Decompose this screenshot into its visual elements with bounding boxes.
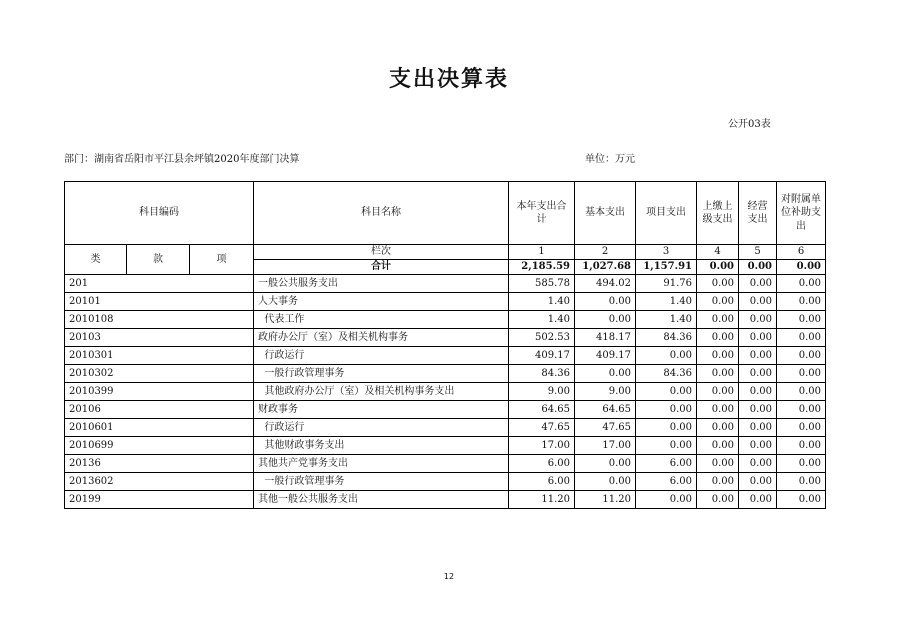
row-value: 0.00 bbox=[739, 329, 777, 347]
row-value: 84.36 bbox=[636, 329, 697, 347]
row-name: 其他共产党事务支出 bbox=[254, 455, 509, 473]
row-value: 585.78 bbox=[509, 275, 575, 293]
row-value: 0.00 bbox=[575, 293, 636, 311]
row-value: 0.00 bbox=[777, 401, 826, 419]
table-row bbox=[65, 329, 826, 347]
row-value: 1.40 bbox=[636, 311, 697, 329]
row-value: 47.65 bbox=[575, 419, 636, 437]
row-value: 84.36 bbox=[636, 365, 697, 383]
col-num: 6 bbox=[777, 245, 826, 260]
header-subsidiary: 对附属单位补助支出 bbox=[777, 182, 826, 245]
row-value: 1.40 bbox=[509, 293, 575, 311]
row-value: 409.17 bbox=[509, 347, 575, 365]
row-value: 11.20 bbox=[509, 491, 575, 509]
row-value: 0.00 bbox=[697, 437, 739, 455]
column-order-row bbox=[65, 245, 826, 260]
row-value: 9.00 bbox=[575, 383, 636, 401]
header-code: 科目编码 bbox=[65, 182, 254, 245]
sum-label: 合计 bbox=[254, 260, 509, 275]
row-name: 一般公共服务支出 bbox=[254, 275, 509, 293]
table-row bbox=[65, 473, 826, 491]
row-name: 代表工作 bbox=[254, 311, 509, 329]
row-name: 人大事务 bbox=[254, 293, 509, 311]
sum-value: 1,027.68 bbox=[575, 260, 636, 275]
row-code: 2013602 bbox=[65, 473, 254, 491]
table-row bbox=[65, 437, 826, 455]
row-value: 0.00 bbox=[777, 437, 826, 455]
row-value: 6.00 bbox=[636, 455, 697, 473]
row-code: 20136 bbox=[65, 455, 254, 473]
sum-value: 0.00 bbox=[697, 260, 739, 275]
row-value: 494.02 bbox=[575, 275, 636, 293]
row-name: 行政运行 bbox=[254, 347, 509, 365]
row-value: 0.00 bbox=[739, 275, 777, 293]
form-number: 公开03表 bbox=[728, 119, 771, 130]
header-row bbox=[65, 182, 826, 245]
row-value: 0.00 bbox=[777, 347, 826, 365]
header-business: 经营支出 bbox=[739, 182, 777, 245]
row-value: 0.00 bbox=[739, 419, 777, 437]
row-value: 0.00 bbox=[697, 491, 739, 509]
row-value: 0.00 bbox=[636, 437, 697, 455]
row-value: 0.00 bbox=[777, 473, 826, 491]
row-value: 17.00 bbox=[509, 437, 575, 455]
row-value: 0.00 bbox=[636, 383, 697, 401]
table-row bbox=[65, 365, 826, 383]
row-name: 财政事务 bbox=[254, 401, 509, 419]
row-value: 0.00 bbox=[739, 401, 777, 419]
header-basic: 基本支出 bbox=[575, 182, 636, 245]
row-value: 0.00 bbox=[777, 383, 826, 401]
row-value: 64.65 bbox=[509, 401, 575, 419]
row-value: 0.00 bbox=[636, 347, 697, 365]
table-row bbox=[65, 491, 826, 509]
row-value: 0.00 bbox=[575, 473, 636, 491]
table-row bbox=[65, 419, 826, 437]
row-value: 502.53 bbox=[509, 329, 575, 347]
header-lei: 类 bbox=[65, 245, 127, 275]
row-value: 0.00 bbox=[697, 329, 739, 347]
row-value: 11.20 bbox=[575, 491, 636, 509]
col-num: 1 bbox=[509, 245, 575, 260]
row-value: 0.00 bbox=[636, 491, 697, 509]
row-value: 0.00 bbox=[697, 401, 739, 419]
row-value: 0.00 bbox=[575, 311, 636, 329]
row-code: 2010301 bbox=[65, 347, 254, 365]
sum-value: 0.00 bbox=[739, 260, 777, 275]
row-code: 2010399 bbox=[65, 383, 254, 401]
row-name: 一般行政管理事务 bbox=[254, 473, 509, 491]
row-value: 17.00 bbox=[575, 437, 636, 455]
row-value: 0.00 bbox=[739, 473, 777, 491]
row-value: 91.76 bbox=[636, 275, 697, 293]
row-value: 0.00 bbox=[697, 311, 739, 329]
row-value: 0.00 bbox=[697, 383, 739, 401]
row-value: 6.00 bbox=[509, 455, 575, 473]
table-row bbox=[65, 311, 826, 329]
row-value: 0.00 bbox=[739, 311, 777, 329]
row-value: 1.40 bbox=[509, 311, 575, 329]
row-value: 0.00 bbox=[636, 419, 697, 437]
row-code: 2010108 bbox=[65, 311, 254, 329]
row-value: 0.00 bbox=[575, 455, 636, 473]
row-value: 0.00 bbox=[739, 347, 777, 365]
row-value: 0.00 bbox=[697, 347, 739, 365]
sum-value: 1,157.91 bbox=[636, 260, 697, 275]
row-value: 0.00 bbox=[739, 293, 777, 311]
row-value: 9.00 bbox=[509, 383, 575, 401]
row-value: 0.00 bbox=[777, 365, 826, 383]
row-value: 0.00 bbox=[777, 311, 826, 329]
row-value: 47.65 bbox=[509, 419, 575, 437]
row-value: 64.65 bbox=[575, 401, 636, 419]
row-value: 0.00 bbox=[739, 383, 777, 401]
row-code: 2010699 bbox=[65, 437, 254, 455]
row-name: 行政运行 bbox=[254, 419, 509, 437]
row-value: 1.40 bbox=[636, 293, 697, 311]
row-value: 409.17 bbox=[575, 347, 636, 365]
table-row bbox=[65, 275, 826, 293]
row-value: 0.00 bbox=[739, 455, 777, 473]
row-value: 0.00 bbox=[697, 293, 739, 311]
row-value: 0.00 bbox=[697, 455, 739, 473]
header-project: 项目支出 bbox=[636, 182, 697, 245]
row-value: 0.00 bbox=[777, 491, 826, 509]
expenditure-table bbox=[64, 181, 826, 509]
row-value: 0.00 bbox=[777, 455, 826, 473]
row-value: 0.00 bbox=[697, 275, 739, 293]
row-value: 0.00 bbox=[575, 365, 636, 383]
table-row bbox=[65, 347, 826, 365]
col-num: 4 bbox=[697, 245, 739, 260]
col-num: 2 bbox=[575, 245, 636, 260]
row-code: 20103 bbox=[65, 329, 254, 347]
row-value: 6.00 bbox=[509, 473, 575, 491]
header-kuan: 款 bbox=[127, 245, 190, 275]
col-num: 3 bbox=[636, 245, 697, 260]
header-name: 科目名称 bbox=[254, 182, 509, 245]
row-value: 0.00 bbox=[697, 365, 739, 383]
row-value: 0.00 bbox=[777, 329, 826, 347]
department-label: 部门：湖南省岳阳市平江县余坪镇2020年度部门决算 bbox=[64, 154, 300, 165]
table-row bbox=[65, 293, 826, 311]
row-value: 0.00 bbox=[777, 275, 826, 293]
column-order-label: 栏次 bbox=[254, 245, 509, 260]
row-value: 0.00 bbox=[777, 293, 826, 311]
header-xiang: 项 bbox=[190, 245, 254, 275]
row-code: 201 bbox=[65, 275, 254, 293]
col-num: 5 bbox=[739, 245, 777, 260]
row-name: 一般行政管理事务 bbox=[254, 365, 509, 383]
page-number: 12 bbox=[443, 572, 455, 581]
page-title: 支出决算表 bbox=[388, 67, 509, 92]
row-code: 2010601 bbox=[65, 419, 254, 437]
row-code: 20101 bbox=[65, 293, 254, 311]
row-value: 0.00 bbox=[636, 401, 697, 419]
row-code: 2010302 bbox=[65, 365, 254, 383]
table-row bbox=[65, 383, 826, 401]
row-name: 政府办公厅（室）及相关机构事务 bbox=[254, 329, 509, 347]
row-value: 0.00 bbox=[777, 419, 826, 437]
header-upper: 上缴上级支出 bbox=[697, 182, 739, 245]
row-name: 其他一般公共服务支出 bbox=[254, 491, 509, 509]
row-name: 其他财政事务支出 bbox=[254, 437, 509, 455]
table-row bbox=[65, 401, 826, 419]
row-value: 0.00 bbox=[739, 437, 777, 455]
row-value: 0.00 bbox=[739, 491, 777, 509]
row-value: 6.00 bbox=[636, 473, 697, 491]
header-total: 本年支出合计 bbox=[509, 182, 575, 245]
unit-label: 单位：万元 bbox=[585, 154, 635, 165]
row-value: 84.36 bbox=[509, 365, 575, 383]
sum-value: 0.00 bbox=[777, 260, 826, 275]
row-value: 0.00 bbox=[697, 419, 739, 437]
row-code: 20106 bbox=[65, 401, 254, 419]
row-value: 0.00 bbox=[739, 365, 777, 383]
sum-value: 2,185.59 bbox=[509, 260, 575, 275]
row-code: 20199 bbox=[65, 491, 254, 509]
table-row bbox=[65, 455, 826, 473]
row-value: 418.17 bbox=[575, 329, 636, 347]
row-value: 0.00 bbox=[697, 473, 739, 491]
row-name: 其他政府办公厅（室）及相关机构事务支出 bbox=[254, 383, 509, 401]
